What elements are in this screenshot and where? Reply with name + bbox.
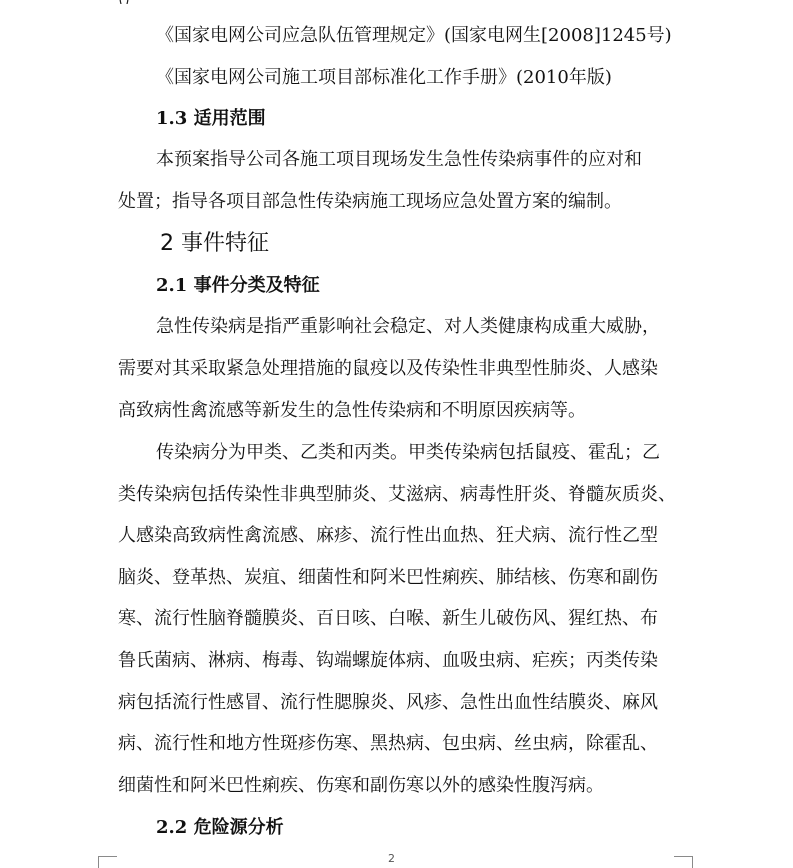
paragraph-line: 病包括流行性感冒、流行性腮腺炎、风疹、急性出血性结膜炎、麻风	[118, 692, 658, 713]
paragraph-line: 人感染高致病性禽流感、麻疹、流行性出血热、狂犬病、流行性乙型	[118, 525, 658, 546]
reference-line: 《国家电网公司应急队伍管理规定》(国家电网生[2008]1245号)	[156, 25, 672, 46]
paragraph-line: 需要对其采取紧急处理措施的鼠疫以及传染性非典型性肺炎、人感染	[118, 358, 658, 379]
paragraph-line: 类传染病包括传染性非典型肺炎、艾滋病、病毒性肝炎、脊髓灰质炎、	[118, 484, 676, 505]
paragraph-line: 细菌性和阿米巴性痢疾、伤寒和副伤寒以外的感染性腹泻病。	[118, 775, 604, 796]
paragraph-line: 处置；指导各项目部急性传染病施工现场应急处置方案的编制。	[118, 191, 622, 212]
paragraph-line: 高致病性禽流感等新发生的急性传染病和不明原因疾病等。	[118, 400, 586, 421]
chapter-heading-2: 2 事件特征	[160, 231, 269, 256]
clipped-text-fragment	[118, 0, 130, 4]
section-heading-2-2: 2.2 危险源分析	[156, 817, 284, 838]
margin-corner-mark	[98, 856, 117, 868]
paragraph-line: 本预案指导公司各施工项目现场发生急性传染病事件的应对和	[156, 149, 642, 170]
paragraph-line: 寒、流行性脑脊髓膜炎、百日咳、白喉、新生儿破伤风、猩红热、布	[118, 608, 658, 629]
paragraph-line: 传染病分为甲类、乙类和丙类。甲类传染病包括鼠疫、霍乱；乙	[156, 442, 660, 463]
margin-corner-mark	[674, 856, 693, 868]
paragraph-line: 鲁氏菌病、淋病、梅毒、钩端螺旋体病、血吸虫病、疟疾；丙类传染	[118, 650, 658, 671]
paragraph-line: 急性传染病是指严重影响社会稳定、对人类健康构成重大威胁，	[156, 316, 660, 337]
paragraph-line: 脑炎、登革热、炭疽、细菌性和阿米巴性痢疾、肺结核、伤寒和副伤	[118, 567, 658, 588]
reference-line: 《国家电网公司施工项目部标准化工作手册》(2010年版)	[156, 67, 612, 88]
section-heading-1-3: 1.3 适用范围	[156, 108, 266, 129]
page-number: 2	[388, 852, 395, 865]
section-heading-2-1: 2.1 事件分类及特征	[156, 275, 320, 296]
paragraph-line: 病、流行性和地方性斑疹伤寒、黑热病、包虫病、丝虫病，除霍乱、	[118, 733, 658, 754]
